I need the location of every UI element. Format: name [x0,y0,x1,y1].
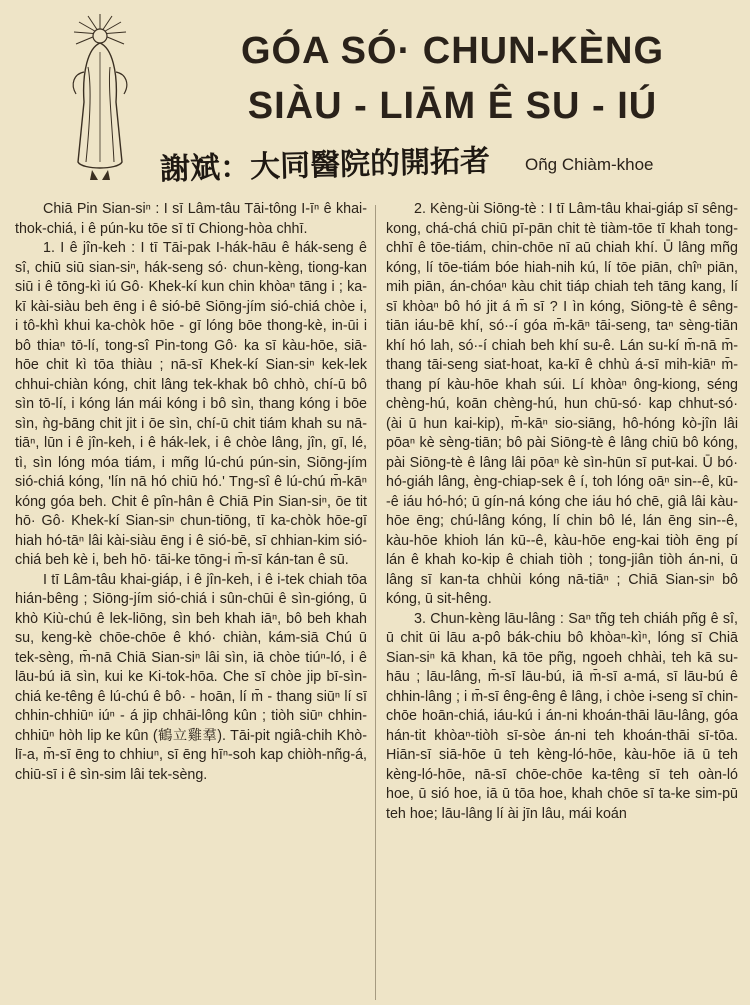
author-byline: Oñg Chiàm-khoe [525,155,654,174]
left-paragraph: 1. I ê jîn-keh : I tī Tāi-pak I-hák-hāu ê hák-seng ê sî, chiū siū sian-siⁿ, hák-seng só· chun-kèng, tiong-kan siū i ê tōng-kì iú Gô· Khek-kí kun chin khòaⁿ tāng i ; ka-kī kài-siàu beh ēng i ê sió-bē Siōng-jím sió-chiá chòe i, i tô-khì khui ka-chòk hōe - gī lóng bōe thong-kè, in-ūi i bô thiaⁿ tō-lí, tong-sî Pin-tong Gô· ka sī kàu-hōe, siā-hōe chit kì tōa thiàu ; nā-sī Khek-kí Sian-siⁿ kek-lek chhui-chiàn kóng, chit lâng tek-khak bô chhò, chí-ū bô sìn tō-lí, i kóng lán mái kóng i bô sìn, thang kóng i bōe sìn, ǹg-bāng chit jit i ōe sìn, chí-ū chit tiám khah su nā-tiāⁿ, lūn i ê jîn-keh, i ê hák-lek, i ê chòe lâng, jîn, gī, lé, tì, sìn lóng móa tiám, i mñg lú-chú pún-sin, Siōng-jím sió-chiá kóng, 'lín nā hó chiū hó.' Tng-sî ê lú-chú m̄-kāⁿ kóng góa beh. Chit ê pîn-hân ê Chiā Pin Sian-siⁿ, ōe tit hō· Gô· Khek-kí Sian-siⁿ chun-tiōng, tī ka-chòk hōe-gī hiah hó-tāⁿ lâi kài-siàu ēng i ê sió-bē, sī chhian-kim sió-chiá beh kè i, beh hō· tāi-ke tōng-i m̄-sī kán-tan ê sū. [15,240,367,568]
title-line-2: SIÀU - LIĀM Ê SU - IÚ [247,85,658,127]
right-column [386,200,738,1000]
left-column [15,200,367,1000]
right-paragraph: 2. Kèng-ùi Siōng-tè : I tī Lâm-tâu khai-giáp sī sêng-kong, chá-chá chiū pī-pān chit tè tiàm-tōe tī khah tong-chhī ê tōe-tiám, chin-chōe nī aū chiah khí. Ū lâng mñg kóng, lí tōe-tiám bóe hiah-nih kú, lí tōe piān, chîⁿ piān, mih piān, án-chóaⁿ kàu chit tiáp chiah teh tāng kang, lí sī khòaⁿ bô hó jit á m̄ sī ? I ìn kóng, Siōng-tè ê sêng-tiān iáu-bē khí, só·-í góa m̄-kāⁿ tāi-seng, taⁿ sèng-tiān khí hó lah, só·-í chiah beh khí su-ê. Lán su-kí m̄-nā m̄-thang tāi-seng siat-hoat, ka-kī ê chhù á-sī mih-kiāⁿ m̄-thang pí kàu-hōe khah súi. Lí khòaⁿ ông-kiong, séng chèng-hú, koān chèng-hú, hun chū-só· kap chhut-só· (ài ū hun kai-kip), m̄-kāⁿ sio-siāng, hô-hóng kò-jîn lâi pōaⁿ kè sèng-tiān; bô pài Siōng-tè ê lâng chiū bô kóng, pài Siōng-tè ê lâng lâi pōaⁿ kè sìn-hūn sī put-kai. Ū bó· hó-giáh lâng, èng-chiap-sek ê í, toh lóng oāⁿ sin--ê, kū--ê iáu hó-hó; ū gín-ná kóng che iáu hó chē, giâ lâi kàu-hōe ēng; chú-lâng kóng, lí chin bô lé, lán ēng sin--ê, kàu-hōe khioh lán kū--ê, kàu-hōe eng-kai tiòh ēng pí lán ê khah ko-kip ê chiah tiòh ; tong-jiân tiòh án-ni, ū lâng sī kan-ta chhùi kóng nā-tiāⁿ ; Chiā Sian-siⁿ bô kóng, ū sit-hêng. [386,201,738,607]
column-divider [375,205,376,1000]
jesus-illustration [60,12,140,192]
left-paragraph: Chiā Pin Sian-siⁿ : I sī Lâm-tâu Tāi-tông I-īⁿ ê khai-thok-chiá, i ê pún-ku tōe sī tī Chiong-hòa chhī. [15,201,367,237]
handwritten-annotation: 謝斌：大同醫院的開拓者 [159,143,491,188]
right-paragraph: 3. Chun-kèng lāu-lâng : Saⁿ tñg teh chiáh pñg ê sî, ū chit ūi lāu a-pô bák-chiu bô khòaⁿ-kìⁿ, lóng sī Chiā Sian-siⁿ kā khan, kā tōe pñg, ngoeh chhài, teh kā su-hāu ; lāu-lâng, m̄-sī lāu-bú, iā m̄-sī a-má, sī lāu-bú ê chhin-lâng ; i m̄-sī êng-êng ê lâng, i chòe i-seng sī chin-chōe hoān-chiá, iáu-kú i án-ni khoán-thāi lāu-lâng, góa hán-tit khòaⁿ-tiòh sī-sòe án-ni teh khoán-thāi sī-tōa. Hiān-sī siā-hōe ū teh kèng-ló-hōe, kàu-hōe iā ū teh kèng-ló-hōe, nā-sī chōe-chōe ka-têng sī teh oàn-ló hoe, ū sió hoe, iā ū tōa hoe, khah chōe sī ta-ke sim-pū teh hoe; lāu-lâng lí ài jīn lâu, mái koán [386,610,738,822]
title-line-1: GÓA SÓ· CHUN-KÈNG [240,30,665,72]
left-paragraph: I tī Lâm-tâu khai-giáp, i ê jîn-keh, i ê i-tek chiah tōa hián-bêng ; Siōng-jím sió-chiá i sûn-chūi ê sìn-gióng, ū khò Kiù-chú ê lek-liōng, sìn beh khah iāⁿ, bô beh khah su, keng-kè chōe-chōe ê khó· chiàn, kám-siā Chú ū tek-sèng, m̄-nā Chiā Sian-siⁿ lâi sìn, iā chòe tiúⁿ-ló, i ê lāu-bú iā sìn, kui ke Ki-tok-hōa. Che sī chòe jip bī-sìn-chiá ke-têng ê lú-chú ê bô· - hoān, lí m̄ - thang siūⁿ lí sī chhin-chhiūⁿ iúⁿ - á jip chhāi-lông kûn ; tiòh siūⁿ chhin-chhiūⁿ hòh lip ke kûn (鶴立雞羣). Tāi-pit ngiâ-chih Khò-lī-a, m̄-sī ēng to chhiuⁿ, sī ēng hīⁿ-soh kap chiòh-nñg-á, chiū-sī i ê sìn-sim lâi tek-sèng. [15,571,367,783]
